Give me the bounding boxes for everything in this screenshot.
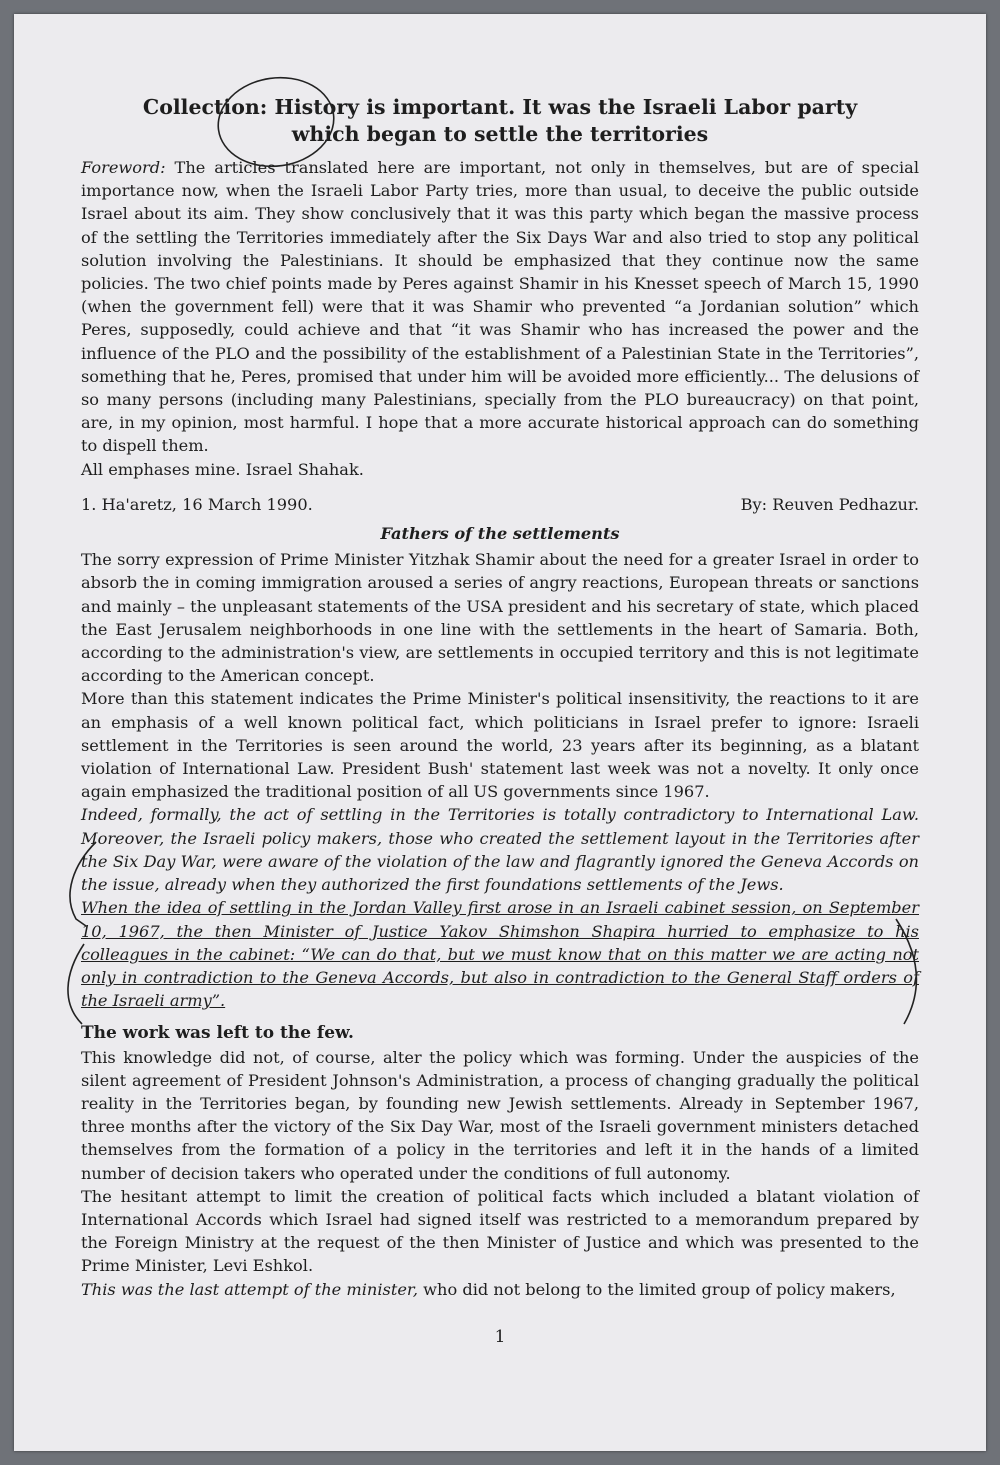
page-title bbox=[81, 94, 919, 148]
title-line-2: which began to settle the territories bbox=[291, 122, 709, 146]
paragraph-5-rest: who did not belong to the limited group of policy makers, bbox=[418, 1279, 896, 1299]
article-source: 1. Ha'aretz, 16 March 1990. bbox=[81, 494, 313, 514]
article-paragraph-3: This knowledge did not, of course, alter the policy which was forming. Under the auspicies of the silent agreement of President Johnson's Administration, a process of changing gradually the political reality in the Territories began, by founding new Jewish settlements. Already in September 1967, three months after the victory of the Six Day War, most of the Israeli government ministers detached themselves from the formation of a policy in the territories and left it in the hands of a limited number of decision takers who operated under the conditions of full autonomy. bbox=[81, 1047, 919, 1183]
article-heading: Fathers of the settlements bbox=[380, 524, 620, 544]
italic-quote-2-underlined: When the idea of settling in the Jordan Valley first arose in an Israeli cabinet session, on September 10, 1967, the then Minister of Justice Yakov Shimshon Shapira hurried to emphasize to his colleagues in the cabinet: “We can do that, but we must know that on this matter we are acting not only in contradiction to the Geneva Accords, but also in contradiction to the General Staff orders of the Israeli army”. bbox=[81, 898, 919, 1011]
article-paragraph-4: The hesitant attempt to limit the creation of political facts which included a blatant violation of International Accords which Israel had signed itself was restricted to a memorandum prepared by the Foreign Ministry at the request of the then Minister of Justice and which was presented to the Prime Minister, Levi Eshkol. bbox=[81, 1186, 919, 1276]
page-content bbox=[81, 94, 919, 1301]
italic-quote-1: Indeed, formally, the act of settling in the Territories is totally contradictory to International Law. Moreover, the Israeli policy makers, those who created the settlement layout in the Territories after the Six Day War, were aware of the violation of the law and flagrantly ignored the Geneva Accords on the issue, already when they authorized the first foundations settlements of the Jews. bbox=[81, 805, 919, 895]
foreword-paragraph bbox=[81, 156, 919, 458]
document-page bbox=[14, 14, 986, 1451]
article-paragraph-1: The sorry expression of Prime Minister Yitzhak Shamir about the need for a greater Israel in order to absorb the in coming immigration aroused a series of angry reactions, European threats or sanctions and mainly – the unpleasant statements of the USA president and his secretary of state, which placed the East Jerusalem neighborhoods in one line with the settlements in the heart of Samaria. Both, according to the administration's view, are settlements in occupied territory and this is not legitimate according to the American concept. bbox=[81, 550, 919, 686]
article-paragraph-2: More than this statement indicates the Prime Minister's political insensitivity, the reactions to it are an emphasis of a well known political fact, which politicians in Israel prefer to ignore: Israeli settlement in the Territories is seen around the world, 23 years after its beginning, as a blatant violation of International Law. President Bush' statement last week was not a novelty. It only once again emphasized the traditional position of all US governments since 1967. bbox=[81, 689, 919, 802]
paragraph-5-italic: This was the last attempt of the minister, bbox=[81, 1279, 419, 1299]
page-number: 1 bbox=[494, 1327, 506, 1347]
foreword-text: The articles translated here are important, not only in themselves, but are of special importance now, when the Israeli Labor Party tries, more than usual, to deceive the public outside Israel about its aim. They show conclusively that it was this party which began the massive process of the settling the Territories immediately after the Six Days War and also tried to stop any political solution involving the Palestinians. It should be emphasized that they continue now the same policies. The two chief points made by Peres against Shamir in his Knesset speech of March 15, 1990 (when the government fell) were that it was Shamir who prevented “a Jordanian solution” which Peres, supposedly, could achieve and that “it was Shamir who has increased the power and the influence of the PLO and the possibility of the establishment of a Palestinian State in the Territories”, something that he, Peres, promised that under him will be avoided more efficiently... The delusions of so many persons (including many Palestinians, specially from the PLO bureaucracy) on that point, are, in my opinion, most harmful. I hope that a more accurate historical approach can do something to dispell them. bbox=[81, 158, 919, 456]
foreword-label: Foreword: bbox=[81, 158, 166, 177]
emphases-note: All emphases mine. Israel Shahak. bbox=[81, 459, 364, 479]
article-meta bbox=[81, 493, 919, 516]
article-paragraph-5 bbox=[81, 1278, 919, 1301]
section-subheading: The work was left to the few. bbox=[81, 1023, 354, 1044]
title-line-1: Collection: History is important. It was the Israeli Labor party bbox=[142, 95, 858, 119]
article-byline: By: Reuven Pedhazur. bbox=[740, 494, 919, 514]
